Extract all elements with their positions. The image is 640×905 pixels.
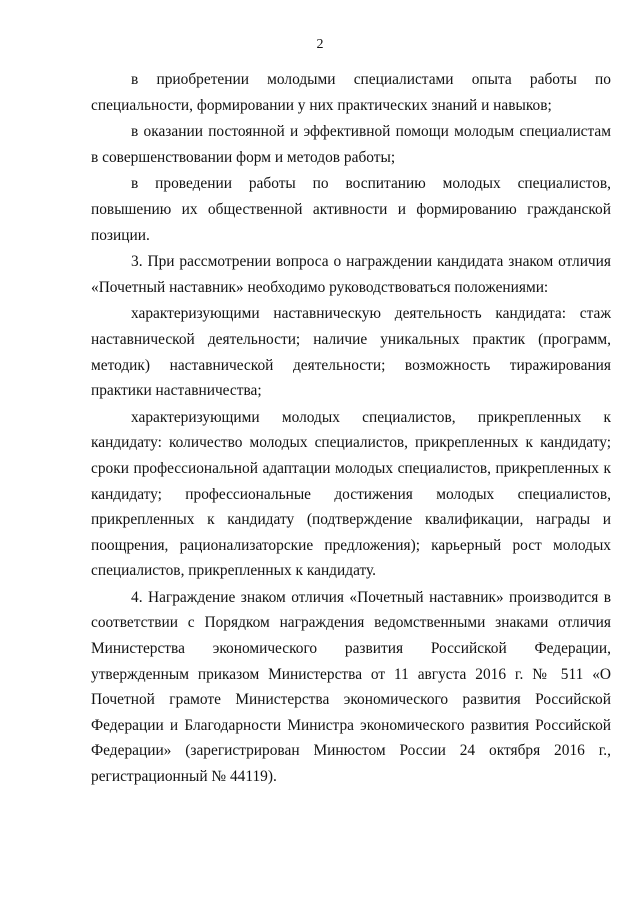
paragraph-young-specialists-criteria: характеризующими молодых специалистов, прикрепленных к кандидату: количество молодых специалистов, прикрепленных к кандидату; сроки профессиональной адаптации молодых специалистов, прикрепленных к кандидату; профессиональные достижения молодых специалистов, прикрепленных к кандидату (подтверждение квалификации, награды и поощрения, рационализаторские предложения); карьерный рост молодых специалистов, прикрепленных к кандидату. bbox=[91, 408, 611, 580]
paragraph-constant-assistance: в оказании постоянной и эффективной помощи молодым специалистам в совершенствовании форм и методов работы; bbox=[91, 123, 611, 166]
paragraph-education-work: в проведении работы по воспитанию молодых специалистов, повышению их общественной активности и формированию гражданской позиции. bbox=[91, 175, 611, 244]
paragraph-item-4: 4. Награждение знаком отличия «Почетный наставник» производится в соответствии с Порядком награждения ведомственными знаками отличия Министерства экономического развития Российской Федерации, утвержденным приказом Министерства от 11 августа 2016 г. № 511 «О Почетной грамоте Министерства экономического развития Российской Федерации и Благодарности Министра экономического развития Российской Федерации» (зарегистрирован Минюстом России 24 октября 2016 г., регистрационный № 44119). bbox=[91, 588, 611, 786]
paragraph-mentor-activity-criteria: характеризующими наставническую деятельность кандидата: стаж наставнической деятельности; наличие уникальных практик (программ, методик) наставнической деятельности; возможность тиражирования практики наставничества; bbox=[91, 305, 611, 400]
document-body bbox=[91, 67, 611, 790]
page-number: 2 bbox=[316, 37, 324, 52]
paragraph-item-3: 3. При рассмотрении вопроса о награждении кандидата знаком отличия «Почетный наставник» необходимо руководствоваться положениями: bbox=[91, 253, 611, 296]
paragraph-young-specialists-experience: в приобретении молодыми специалистами опыта работы по специальности, формировании у них практических знаний и навыков; bbox=[91, 71, 611, 114]
